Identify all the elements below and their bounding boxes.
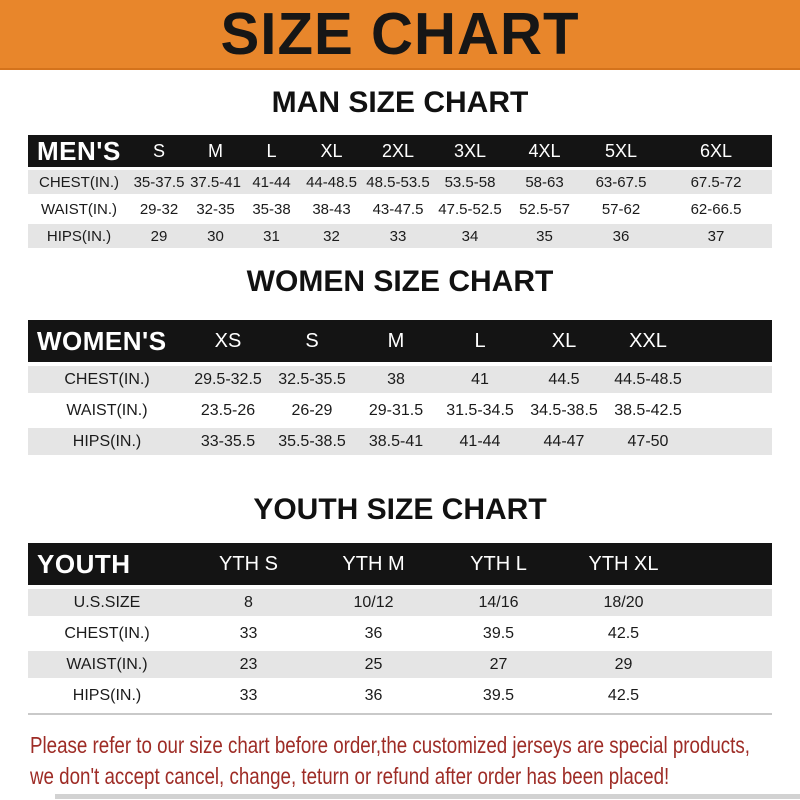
size-value-cell: 63-67.5 <box>582 170 660 194</box>
womens-section-heading: WOMEN SIZE CHART <box>246 265 554 298</box>
womens-row-filler <box>690 366 772 393</box>
size-value-cell: 29 <box>130 224 188 248</box>
size-value-cell: 35.5-38.5 <box>270 428 354 455</box>
size-value-cell: 29-31.5 <box>354 397 438 424</box>
size-value-cell: 44-47 <box>522 428 606 455</box>
mens-col-header: 4XL <box>507 135 582 167</box>
size-value-cell: 44.5 <box>522 366 606 393</box>
size-value-cell: 38.5-42.5 <box>606 397 690 424</box>
womens-table-row <box>28 428 772 455</box>
womens-col-header: L <box>438 320 522 362</box>
mens-size-table <box>28 132 772 251</box>
size-value-cell: 44.5-48.5 <box>606 366 690 393</box>
size-value-cell: 39.5 <box>436 682 561 709</box>
womens-col-header: XS <box>186 320 270 362</box>
mens-col-header: M <box>188 135 243 167</box>
size-row-label: HIPS(IN.) <box>28 428 186 455</box>
youth-section-heading: YOUTH SIZE CHART <box>253 493 547 526</box>
size-value-cell: 34 <box>433 224 507 248</box>
size-value-cell: 62-66.5 <box>660 197 772 221</box>
youth-table-row <box>28 620 772 647</box>
womens-col-header: XL <box>522 320 606 362</box>
table-bottom-divider <box>28 713 772 715</box>
mens-col-header: 5XL <box>582 135 660 167</box>
youth-table-corner-label: YOUTH <box>28 543 186 585</box>
mens-col-header: 3XL <box>433 135 507 167</box>
size-row-label: WAIST(IN.) <box>28 651 186 678</box>
youth-table-row <box>28 651 772 678</box>
size-value-cell: 42.5 <box>561 682 686 709</box>
size-value-cell: 36 <box>582 224 660 248</box>
size-value-cell: 48.5-53.5 <box>363 170 433 194</box>
size-value-cell: 32.5-35.5 <box>270 366 354 393</box>
mens-col-header: 2XL <box>363 135 433 167</box>
mens-table-corner-label: MEN'S <box>28 135 130 167</box>
size-row-label: U.S.SIZE <box>28 589 186 616</box>
mens-col-header: S <box>130 135 188 167</box>
youth-size-table <box>28 539 772 713</box>
size-value-cell: 10/12 <box>311 589 436 616</box>
size-row-label: CHEST(IN.) <box>28 170 130 194</box>
youth-row-filler <box>686 682 772 709</box>
youth-row-filler <box>686 589 772 616</box>
size-value-cell: 36 <box>311 682 436 709</box>
size-value-cell: 33 <box>363 224 433 248</box>
size-value-cell: 38 <box>354 366 438 393</box>
size-row-label: WAIST(IN.) <box>28 197 130 221</box>
mens-col-header: 6XL <box>660 135 772 167</box>
disclaimer-line-2: we don't accept cancel, change, teturn or refund after order has been placed! <box>30 763 670 789</box>
size-value-cell: 32 <box>300 224 363 248</box>
size-value-cell: 41-44 <box>243 170 300 194</box>
size-value-cell: 42.5 <box>561 620 686 647</box>
size-value-cell: 38-43 <box>300 197 363 221</box>
womens-col-header: M <box>354 320 438 362</box>
size-value-cell: 26-29 <box>270 397 354 424</box>
size-value-cell: 32-35 <box>188 197 243 221</box>
size-value-cell: 29.5-32.5 <box>186 366 270 393</box>
size-value-cell: 58-63 <box>507 170 582 194</box>
youth-col-header: YTH L <box>436 543 561 585</box>
mens-table-row <box>28 197 772 221</box>
size-value-cell: 31.5-34.5 <box>438 397 522 424</box>
size-value-cell: 39.5 <box>436 620 561 647</box>
size-value-cell: 41 <box>438 366 522 393</box>
size-value-cell: 23.5-26 <box>186 397 270 424</box>
size-value-cell: 14/16 <box>436 589 561 616</box>
size-value-cell: 37.5-41 <box>188 170 243 194</box>
size-value-cell: 29-32 <box>130 197 188 221</box>
mens-section-heading: MAN SIZE CHART <box>271 86 529 119</box>
womens-row-filler <box>690 397 772 424</box>
size-row-label: WAIST(IN.) <box>28 397 186 424</box>
size-value-cell: 44-48.5 <box>300 170 363 194</box>
size-row-label: CHEST(IN.) <box>28 620 186 647</box>
mens-table-row <box>28 170 772 194</box>
size-value-cell: 27 <box>436 651 561 678</box>
womens-header-filler <box>690 320 772 362</box>
youth-col-header: YTH S <box>186 543 311 585</box>
size-value-cell: 18/20 <box>561 589 686 616</box>
size-value-cell: 37 <box>660 224 772 248</box>
youth-table-row <box>28 589 772 616</box>
size-value-cell: 33-35.5 <box>186 428 270 455</box>
womens-table-row <box>28 397 772 424</box>
size-row-label: HIPS(IN.) <box>28 682 186 709</box>
size-value-cell: 67.5-72 <box>660 170 772 194</box>
size-value-cell: 33 <box>186 620 311 647</box>
size-value-cell: 35-37.5 <box>130 170 188 194</box>
size-value-cell: 41-44 <box>438 428 522 455</box>
size-value-cell: 43-47.5 <box>363 197 433 221</box>
size-value-cell: 47-50 <box>606 428 690 455</box>
youth-table-row <box>28 682 772 709</box>
size-value-cell: 38.5-41 <box>354 428 438 455</box>
womens-table-corner-label: WOMEN'S <box>28 320 186 362</box>
size-value-cell: 23 <box>186 651 311 678</box>
size-value-cell: 36 <box>311 620 436 647</box>
disclaimer-line-1: Please refer to our size chart before order,the customized jerseys are special products, <box>30 732 750 758</box>
size-value-cell: 31 <box>243 224 300 248</box>
size-value-cell: 35-38 <box>243 197 300 221</box>
youth-row-filler <box>686 620 772 647</box>
size-value-cell: 25 <box>311 651 436 678</box>
size-value-cell: 35 <box>507 224 582 248</box>
womens-col-header: XXL <box>606 320 690 362</box>
size-value-cell: 30 <box>188 224 243 248</box>
size-row-label: HIPS(IN.) <box>28 224 130 248</box>
size-value-cell: 29 <box>561 651 686 678</box>
size-value-cell: 33 <box>186 682 311 709</box>
womens-col-header: S <box>270 320 354 362</box>
bottom-edge-strip <box>55 794 800 799</box>
size-row-label: CHEST(IN.) <box>28 366 186 393</box>
womens-table-row <box>28 366 772 393</box>
mens-table-row <box>28 224 772 248</box>
mens-col-header: L <box>243 135 300 167</box>
youth-header-filler <box>686 543 772 585</box>
disclaimer-text <box>30 730 780 792</box>
size-value-cell: 57-62 <box>582 197 660 221</box>
size-value-cell: 34.5-38.5 <box>522 397 606 424</box>
womens-row-filler <box>690 428 772 455</box>
mens-col-header: XL <box>300 135 363 167</box>
size-value-cell: 47.5-52.5 <box>433 197 507 221</box>
size-chart-banner <box>0 0 800 70</box>
youth-row-filler <box>686 651 772 678</box>
size-value-cell: 53.5-58 <box>433 170 507 194</box>
size-value-cell: 52.5-57 <box>507 197 582 221</box>
size-value-cell: 8 <box>186 589 311 616</box>
youth-col-header: YTH M <box>311 543 436 585</box>
youth-col-header: YTH XL <box>561 543 686 585</box>
womens-size-table <box>28 316 772 459</box>
banner-title: SIZE CHART <box>220 0 580 68</box>
